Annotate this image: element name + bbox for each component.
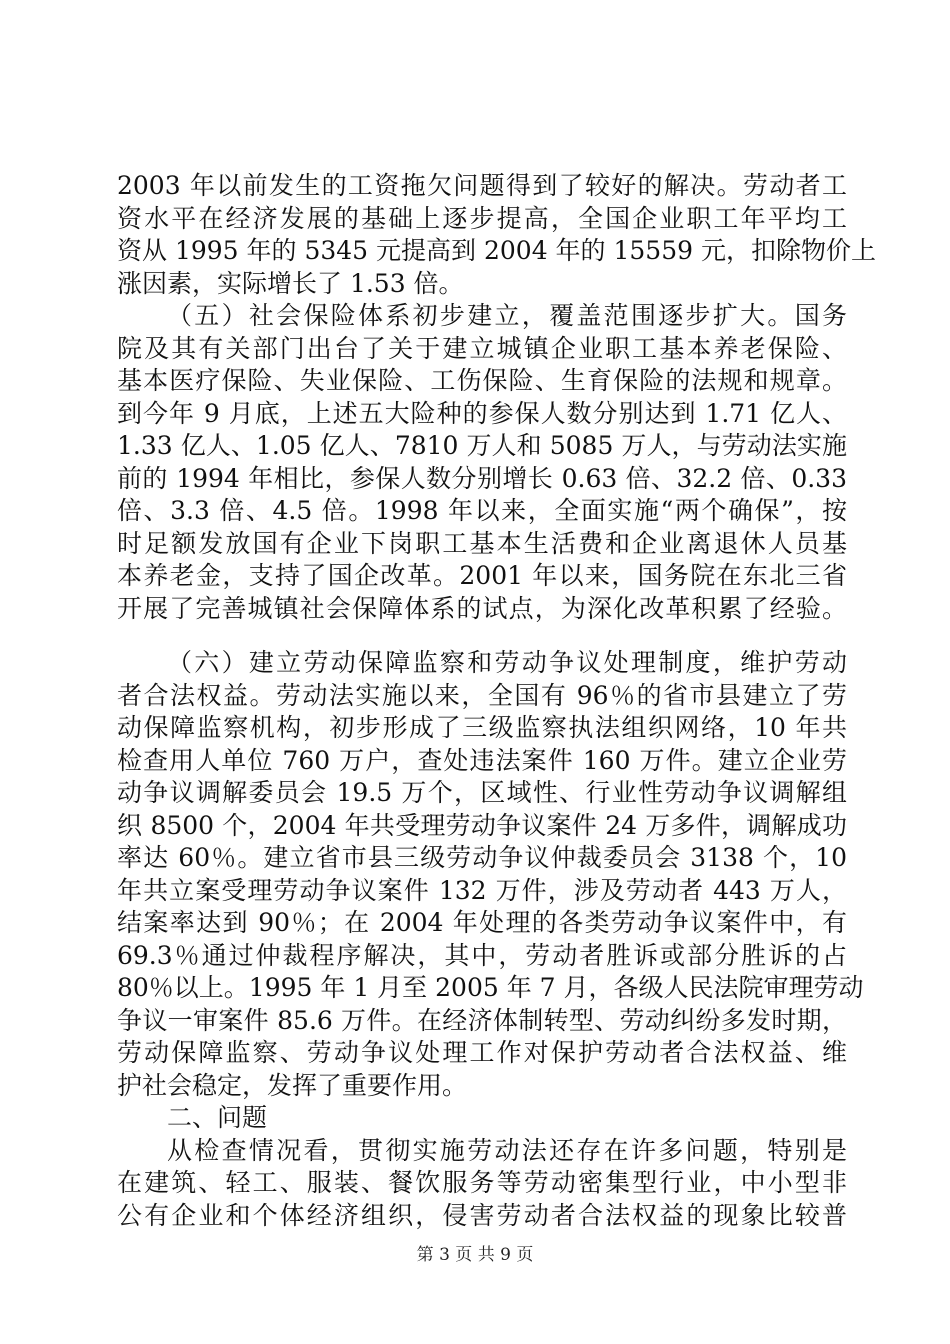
text-line: 时足额发放国有企业下岗职工基本生活费和企业离退休人员基 bbox=[117, 528, 847, 558]
text-line: 护社会稳定，发挥了重要作用。 bbox=[117, 1070, 468, 1100]
text-line: 劳动保障监察、劳动争议处理工作对保护劳动者合法权益、维 bbox=[117, 1038, 847, 1067]
text-line: 开展了完善城镇社会保障体系的试点，为深化改革积累了经验。 bbox=[117, 593, 847, 623]
text-line: 资从 1995 年的 5345 元提高到 2004 年的 15559 元，扣除物价上 bbox=[117, 236, 876, 265]
text-line: （五）社会保险体系初步建立，覆盖范围逐步扩大。国务 bbox=[167, 301, 847, 330]
text-line: 到今年 9 月底，上述五大险种的参保人数分别达到 1.71 亿人、 bbox=[117, 398, 847, 428]
text-line: 在建筑、轻工、服装、餐饮服务等劳动密集型行业，中小型非 bbox=[117, 1168, 847, 1197]
text-line: 前的 1994 年相比，参保人数分别增长 0.63 倍、32.2 倍、0.33 bbox=[117, 463, 847, 493]
text-line: 院及其有关部门出台了关于建立城镇企业职工基本养老保险、 bbox=[117, 333, 847, 363]
text-line: 者合法权益。劳动法实施以来，全国有 96％的省市县建立了劳 bbox=[117, 680, 847, 710]
text-line: 倍、3.3 倍、4.5 倍。1998 年以来，全面实施“两个确保”，按 bbox=[117, 496, 847, 525]
body-text bbox=[117, 170, 876, 1232]
text-line: 基本医疗保险、失业保险、工伤保险、生育保险的法规和规章。 bbox=[117, 366, 847, 395]
text-line: （六）建立劳动保障监察和劳动争议处理制度，维护劳动 bbox=[167, 648, 847, 677]
text-line: 公有企业和个体经济组织，侵害劳动者合法权益的现象比较普 bbox=[117, 1200, 847, 1230]
text-line: 从检查情况看，贯彻实施劳动法还存在许多问题，特别是 bbox=[167, 1135, 847, 1165]
text-line: 争议一审案件 85.6 万件。在经济体制转型、劳动纠纷多发时期， bbox=[117, 1005, 847, 1035]
text-line: 率达 60％。建立省市县三级劳动争议仲裁委员会 3138 个，10 bbox=[117, 843, 847, 872]
text-line: 年共立案受理劳动争议案件 132 万件，涉及劳动者 443 万人， bbox=[117, 875, 847, 905]
text-line: 织 8500 个，2004 年共受理劳动争议案件 24 万多件，调解成功 bbox=[117, 810, 847, 840]
text-line: 资水平在经济发展的基础上逐步提高，全国企业职工年平均工 bbox=[117, 203, 847, 233]
page-number-footer: 第 3 页 共 9 页 bbox=[416, 1245, 534, 1265]
text-line: 动争议调解委员会 19.5 万个，区域性、行业性劳动争议调解组 bbox=[117, 778, 847, 807]
text-line: 结案率达到 90％；在 2004 年处理的各类劳动争议案件中，有 bbox=[117, 908, 847, 937]
paragraph-gap bbox=[117, 625, 847, 647]
text-line: 动保障监察机构，初步形成了三级监察执法组织网络，10 年共 bbox=[117, 713, 847, 742]
text-line: 2003 年以前发生的工资拖欠问题得到了较好的解决。劳动者工 bbox=[117, 171, 847, 200]
text-line: 检查用人单位 760 万户，查处违法案件 160 万件。建立企业劳 bbox=[117, 745, 847, 775]
text-line: 涨因素，实际增长了 1.53 倍。 bbox=[117, 268, 464, 298]
text-line: 本养老金，支持了国企改革。2001 年以来，国务院在东北三省 bbox=[117, 561, 847, 590]
text-line: 69.3％通过仲裁程序解决，其中，劳动者胜诉或部分胜诉的占 bbox=[117, 940, 847, 970]
text-line: 80％以上。1995 年 1 月至 2005 年 7 月，各级人民法院审理劳动 bbox=[117, 973, 864, 1002]
text-line: 二、问题 bbox=[167, 1103, 268, 1132]
text-line: 1.33 亿人、1.05 亿人、7810 万人和 5085 万人，与劳动法实施 bbox=[117, 431, 847, 460]
